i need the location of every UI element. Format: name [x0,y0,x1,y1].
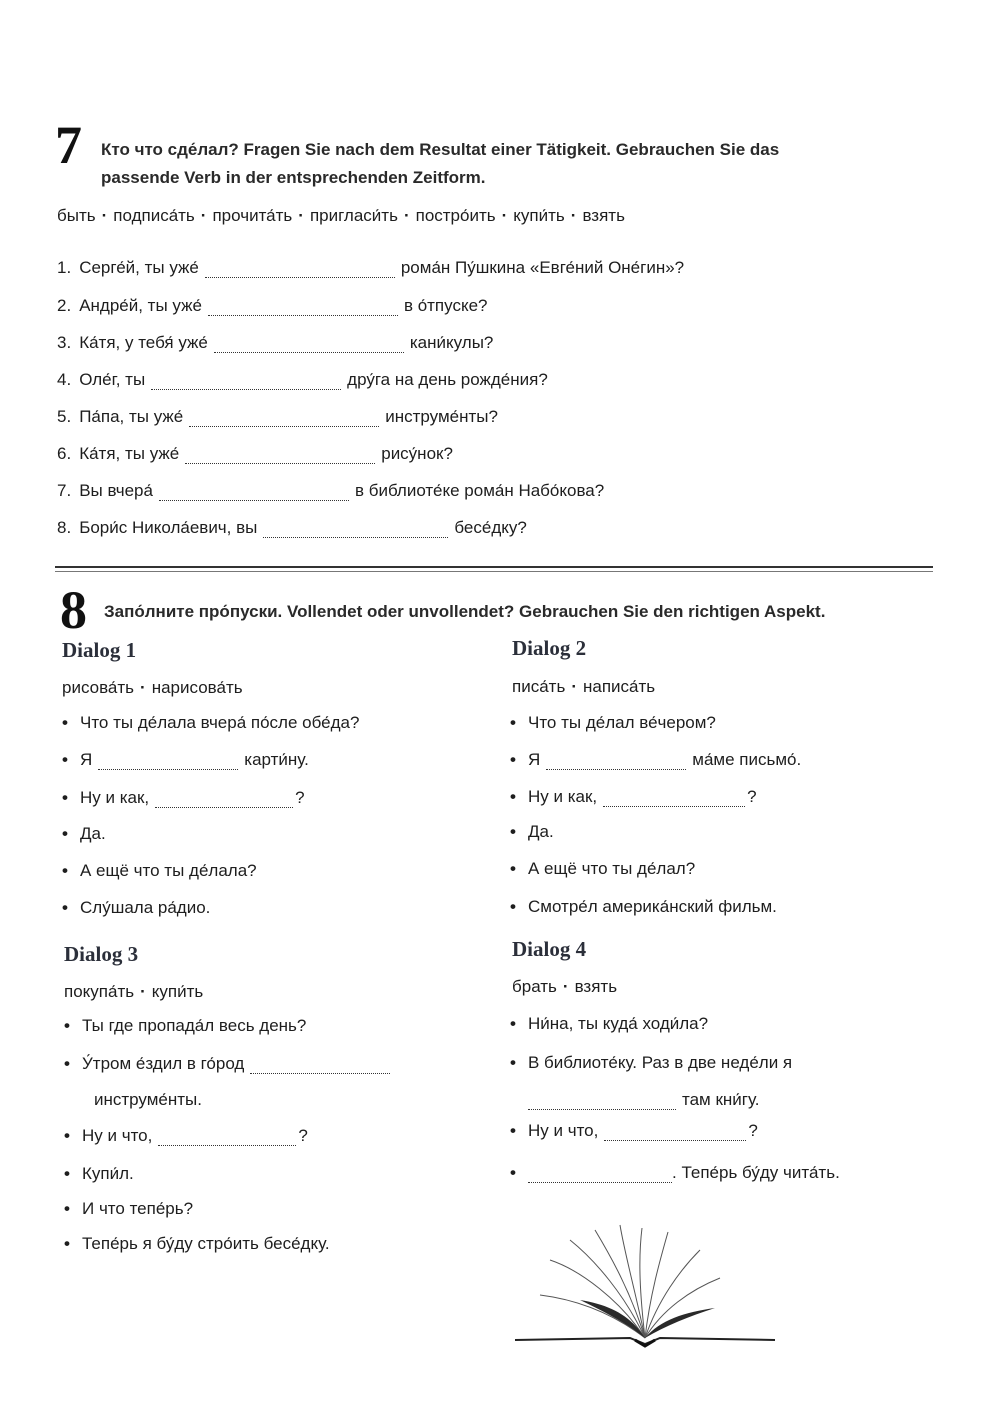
bullet: • [510,787,516,806]
dialog-line [510,1053,792,1073]
line-text-before: Я [528,750,541,769]
line-text: Ни́на, ты куда́ ходи́ла? [528,1014,709,1033]
line-text-after: там кни́гу. [682,1090,760,1109]
exercise-7-title: Кто что сде́лал? [101,140,239,159]
answer-blank[interactable] [528,1168,672,1183]
item-number: 3. [57,333,72,352]
exercise-7-verb-list: быть · подписа́ть · прочита́ть · пригласи́ть · постро́ить · купи́ть · взять [57,206,625,225]
dialog-line [510,1163,840,1183]
answer-blank[interactable] [155,793,293,808]
dialog-2-verbs: писа́ть · написа́ть [512,677,656,696]
answer-blank[interactable] [151,375,341,390]
item-text-before: Серге́й, ты уже́ [79,258,199,277]
answer-blank[interactable] [189,412,379,427]
dialog-line [64,1234,330,1254]
exercise-7-number: 7 [55,115,82,175]
item-number: 8. [57,518,72,537]
bullet: • [510,897,516,916]
verb: подписа́ть [113,206,195,225]
dialog-line [510,787,757,807]
item-number: 4. [57,370,72,389]
verb: покупа́ть [64,982,135,1001]
line-text-before: Я [80,750,93,769]
bullet: • [510,1014,516,1033]
line-text-before: Ну и что, [528,1121,599,1140]
verb: нарисова́ть [151,678,243,697]
dialog-1-verbs: рисова́ть · нарисова́ть [62,678,243,697]
bullet: • [62,750,68,769]
bullet: • [510,822,516,841]
verb: писа́ть [512,677,566,696]
line-text: Что ты де́лала вчера́ по́сле обе́да? [80,713,360,732]
bullet: • [62,861,68,880]
dialog-line [62,898,210,918]
bullet: • [64,1199,70,1218]
verb: купи́ть [151,982,204,1001]
exercise-8-title: Запо́лните про́пуски. [104,602,283,621]
open-book-icon [510,1220,780,1350]
item-text-after: рису́нок? [381,444,453,463]
exercise-7-item [57,518,527,538]
line-text-before: У́тром е́здил в го́род [82,1054,245,1073]
line-text-after: ? [747,787,757,806]
verb: взять [574,977,618,996]
dialog-1-title: Dialog 1 [62,638,137,662]
dialog-line [62,713,359,733]
item-number: 7. [57,481,72,500]
item-text-after: инструме́нты? [385,407,498,426]
exercise-7-item [57,481,604,501]
dialog-line [510,1014,708,1034]
dialog-line [510,822,554,842]
dialog-line [62,824,106,844]
verb: брать [512,977,557,996]
line-text-after: ма́ме письмо́. [692,750,802,769]
bullet: • [64,1054,70,1073]
exercise-8-instruction-text: Vollendet oder unvollendet? Gebrauchen Sie den richtigen Aspekt. [282,602,826,621]
line-text: А ещё что ты де́лал? [528,859,696,878]
answer-blank[interactable] [528,1095,676,1110]
bullet: • [510,1053,516,1072]
dialog-line [62,750,309,770]
answer-blank[interactable] [250,1059,390,1074]
verb: рисова́ть [62,678,135,697]
answer-blank[interactable] [546,755,686,770]
line-text-after: ? [295,788,305,807]
verb: пригласи́ть [309,206,398,225]
line-text: Ты где пропада́л весь день? [82,1016,307,1035]
answer-blank[interactable] [263,523,448,538]
item-text-after: дру́га на день рожде́ния? [347,370,548,389]
verb: купи́ть [513,206,565,225]
exercise-8-number: 8 [60,580,87,640]
answer-blank[interactable] [158,1131,296,1146]
section-divider-thin [55,571,933,572]
line-text: Купи́л. [82,1164,134,1183]
dialog-line-continued [528,1090,760,1110]
line-text: А ещё что ты де́лала? [80,861,257,880]
bullet: • [62,898,68,917]
line-text: И что тепе́рь? [82,1199,194,1218]
answer-blank[interactable] [604,1126,746,1141]
bullet: • [64,1126,70,1145]
line-text-after: ? [298,1126,308,1145]
dialog-line [64,1054,396,1074]
dialog-line [510,750,801,770]
section-divider [55,566,933,568]
line-text: инструме́нты. [94,1090,203,1109]
line-text: Смотре́л америка́нский фильм. [528,897,777,916]
dialog-line [64,1016,306,1036]
item-text-after: в библиоте́ке рома́н Набо́кова? [354,481,605,500]
line-text: Да. [528,822,554,841]
exercise-7-item [57,370,548,390]
bullet: • [62,713,68,732]
bullet: • [62,824,68,843]
item-number: 5. [57,407,72,426]
answer-blank[interactable] [208,301,398,316]
exercise-7-item [57,258,684,278]
line-text-after: . Тепе́рь бу́ду чита́ть. [672,1163,840,1182]
item-text-before: Па́па, ты уже́ [79,407,184,426]
item-text-before: Ка́тя, у тебя́ уже́ [79,333,208,352]
item-text-after: в о́тпуске? [403,296,488,315]
dialog-line [510,1121,758,1141]
exercise-7-item [57,407,498,427]
bullet: • [510,713,516,732]
verb: постро́ить [415,206,496,225]
bullet: • [64,1164,70,1183]
exercise-7-instruction-line2: passende Verb in der entsprechenden Zeitform. [101,168,486,187]
item-text-before: Вы вчера́ [79,481,153,500]
exercise-7-item [57,444,453,464]
item-text-before: Ка́тя, ты уже́ [79,444,180,463]
item-number: 6. [57,444,72,463]
line-text-after: ? [748,1121,758,1140]
answer-blank[interactable] [98,755,238,770]
dialog-line-continued [94,1090,202,1110]
dialog-4-title: Dialog 4 [512,937,587,961]
line-text-after: карти́ну. [244,750,309,769]
dialog-line [510,713,716,733]
bullet: • [510,750,516,769]
item-number: 2. [57,296,72,315]
item-text-after: кани́кулы? [409,333,494,352]
answer-blank[interactable] [214,338,404,353]
dialog-2-title: Dialog 2 [512,636,587,660]
bullet: • [510,1163,516,1182]
exercise-7-item [57,333,493,353]
dialog-3-verbs: покупа́ть · купи́ть [64,982,204,1001]
dialog-4-verbs: брать · взять [512,977,618,996]
bullet: • [64,1016,70,1035]
answer-blank[interactable] [603,792,745,807]
bullet: • [510,859,516,878]
dialog-line [510,859,695,879]
verb: написа́ть [582,677,656,696]
verb: быть [57,206,96,225]
exercise-7-instruction-text: Fragen Sie nach dem Resultat einer Tätigkeit. Gebrauchen Sie das [238,140,780,159]
bullet: • [62,788,68,807]
bullet: • [510,1121,516,1140]
item-text-after: рома́н Пу́шкина «Евге́ний Оне́гин»? [400,258,685,277]
line-text-before: Ну и как, [80,788,150,807]
exercise-7-item [57,296,488,316]
dialog-line [64,1164,134,1184]
exercise-8-instruction [104,602,825,622]
dialog-line [510,897,777,917]
dialog-3-title: Dialog 3 [64,942,139,966]
answer-blank[interactable] [205,263,395,278]
item-text-before: Оле́г, ты [79,370,146,389]
item-number: 1. [57,258,72,277]
item-text-before: Бори́с Никола́евич, вы [79,518,258,537]
line-text: Слу́шала ра́дио. [80,898,211,917]
answer-blank[interactable] [185,449,375,464]
dialog-line [62,788,305,808]
line-text: Что ты де́лал ве́чером? [528,713,716,732]
item-text-before: Андре́й, ты уже́ [79,296,202,315]
line-text-before: Ну и как, [528,787,598,806]
line-text: Да. [80,824,106,843]
verb: взять [582,206,625,225]
dialog-line [64,1126,308,1146]
exercise-7-instruction [101,140,779,160]
answer-blank[interactable] [159,486,349,501]
dialog-line [64,1199,193,1219]
item-text-after: бесе́дку? [454,518,527,537]
dialog-line [62,861,257,881]
line-text: Тепе́рь я бу́ду стро́ить бесе́дку. [82,1234,330,1253]
verb: прочита́ть [212,206,293,225]
line-text-before: Ну и что, [82,1126,153,1145]
bullet: • [64,1234,70,1253]
line-text: В библиоте́ку. Раз в две неде́ли я [528,1053,793,1072]
